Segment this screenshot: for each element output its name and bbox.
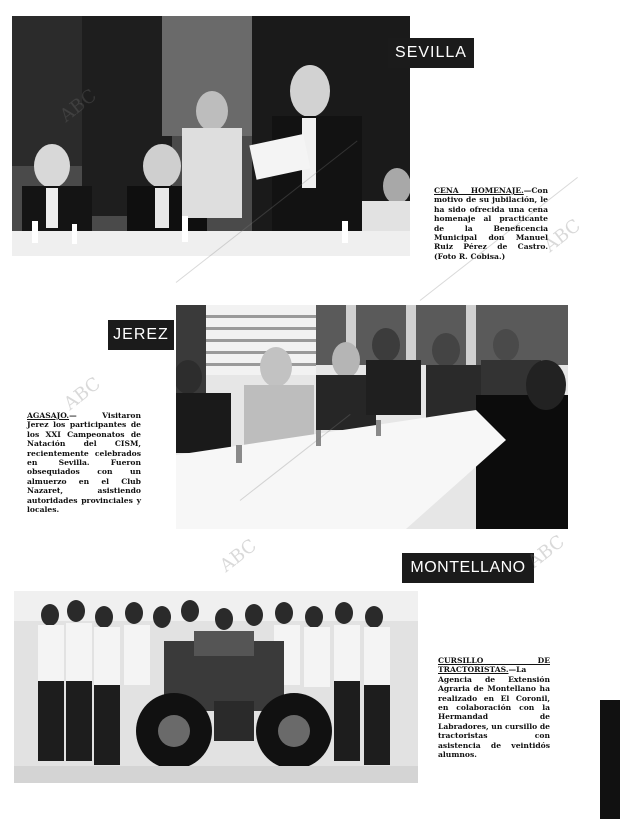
sevilla-caption bbox=[434, 186, 548, 261]
sevilla-caption-lead: CENA HOMENAJE. bbox=[434, 186, 524, 195]
abc-watermark: ABC bbox=[540, 215, 585, 257]
abc-watermark: ABC bbox=[524, 531, 569, 573]
jerez-caption bbox=[27, 411, 141, 514]
abc-watermark: ABC bbox=[216, 535, 261, 577]
montellano-photo bbox=[14, 591, 418, 783]
abc-watermark: ABC bbox=[56, 85, 101, 127]
jerez-caption-lead: AGASAJO. bbox=[27, 411, 70, 420]
sevilla-photo bbox=[12, 16, 410, 256]
jerez-label: JEREZ bbox=[108, 320, 174, 350]
jerez-caption-body: — Visitaron Jerez los participantes de los XXI Campeonatos de Natación del CISM, recientemente celebrados en Sevilla. Fueron obsequiados con un almuerzo en el Club Nazaret, asistiendo autoridades provinciales y locales. bbox=[27, 411, 141, 515]
jerez-photo bbox=[176, 305, 568, 529]
montellano-caption-body: —La Agencia de Extensión Agraria de Montellano ha realizado en El Coronil, en colaboración con la Hermandad de Labradores, un cursillo de tractoristas con asistencia de veintidós alumnos. bbox=[438, 665, 550, 760]
scan-edge-shadow bbox=[600, 700, 620, 819]
sevilla-caption-body: —Con motivo de su jubilación, le ha sido ofrecida una cena homenaje al practicante de la Beneficencia Municipal don Manuel Ruiz Pérez de Castro. (Foto R. Cobisa.) bbox=[434, 186, 548, 261]
abc-watermark: ABC bbox=[60, 373, 105, 415]
montellano-caption-lead: CURSILLO DE TRACTORISTAS. bbox=[438, 656, 550, 675]
montellano-caption bbox=[438, 656, 550, 759]
montellano-label: MONTELLANO bbox=[402, 553, 534, 583]
sevilla-label: SEVILLA bbox=[388, 38, 474, 68]
